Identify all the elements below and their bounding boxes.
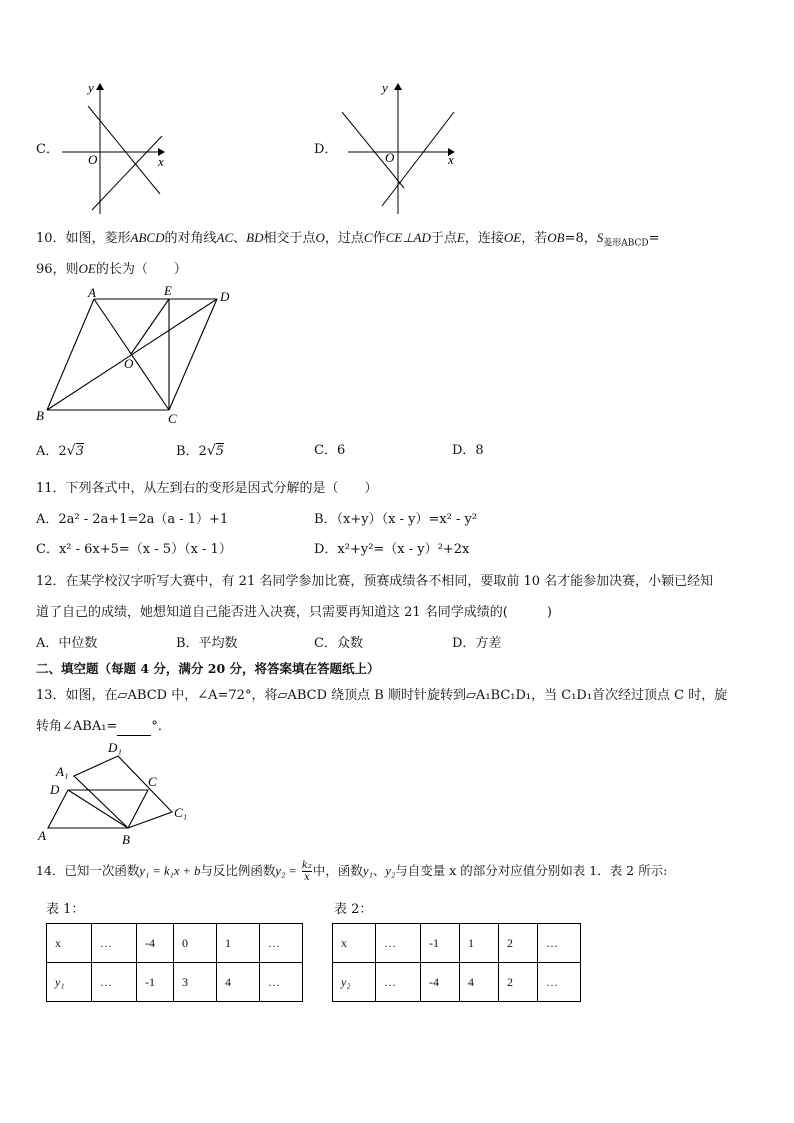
table-cell: x — [47, 924, 92, 963]
q9-graph-c — [60, 78, 170, 218]
q10-option-a: A．2√3 — [36, 443, 84, 459]
diagonal — [68, 790, 128, 828]
q11-option-d: D．x²+y²=（x - y）²+2x — [314, 542, 470, 557]
table-row — [333, 963, 581, 1002]
label-D: D — [220, 289, 230, 304]
table-cell: … — [376, 924, 421, 963]
parallelogram-A1BC1D1 — [74, 756, 172, 828]
table-cell: -1 — [137, 963, 174, 1002]
q12-option-c: C．众数 — [314, 636, 363, 651]
q12-stem-line2: 道了自己的成绩，她想知道自己能否进入决赛，只需要再知道这 21 名同学成绩的( ) — [36, 605, 552, 620]
side-DC — [169, 299, 217, 410]
q10-option-b: B．2√5 — [176, 443, 225, 459]
table-cell: 4 — [460, 963, 499, 1002]
table-cell: 2 — [499, 924, 538, 963]
table-cell: … — [538, 963, 581, 1002]
label-B: B — [36, 408, 44, 423]
table-cell: … — [376, 963, 421, 1002]
table-cell: … — [260, 924, 303, 963]
table-cell: … — [92, 963, 137, 1002]
label-D: D — [50, 782, 60, 797]
origin-label: O — [88, 152, 98, 167]
line-decreasing — [342, 112, 404, 188]
line-increasing — [92, 136, 162, 210]
label-A1: A₁ — [56, 764, 69, 779]
label-D1: D₁ — [108, 740, 122, 755]
q13-stem-line2: 转角∠ABA₁= °． — [36, 719, 171, 734]
table-cell: 1 — [217, 924, 260, 963]
table2 — [332, 923, 581, 1002]
table-cell: … — [92, 924, 137, 963]
table-row — [47, 924, 303, 963]
side-BA — [47, 299, 94, 410]
table-cell: 2 — [499, 963, 538, 1002]
q10-option-c: C．6 — [314, 443, 346, 458]
table-cell: y₂ — [333, 963, 376, 1002]
q9-graph-d — [338, 78, 458, 218]
q9-option-d-label: D． — [314, 142, 338, 157]
table2-caption: 表 2： — [334, 902, 373, 917]
segment-OE — [131, 299, 169, 354]
table-cell: … — [538, 924, 581, 963]
table-cell: -4 — [137, 924, 174, 963]
section-heading: 二、填空题（每题 4 分，满分 20 分，将答案填在答题纸上） — [36, 661, 380, 676]
q10-option-d: D．8 — [452, 443, 484, 458]
x-axis-label: x — [158, 154, 164, 169]
y-axis-label: y — [382, 80, 388, 95]
q11-option-c: C．x² - 6x+5=（x - 5）（x - 1） — [36, 542, 232, 557]
q10-stem-line2: 96，则OE的长为（ ） — [36, 261, 187, 277]
diagonal-BD — [47, 299, 217, 410]
table-row — [333, 924, 581, 963]
x-axis-label: x — [448, 152, 454, 167]
label-O: O — [124, 356, 134, 371]
q12-option-b: B．平均数 — [176, 636, 238, 651]
q11-option-a: A．2a² - 2a+1=2a（a - 1）+1 — [36, 512, 229, 527]
label-E: E — [164, 284, 172, 298]
table-cell: -1 — [421, 924, 460, 963]
table1-caption: 表 1： — [46, 902, 85, 917]
table-cell: 3 — [174, 963, 217, 1002]
label-C: C — [168, 411, 177, 426]
table-cell: … — [260, 963, 303, 1002]
label-B: B — [122, 832, 130, 847]
origin-label: O — [385, 150, 395, 165]
label-C: C — [148, 774, 157, 789]
table-cell: x — [333, 924, 376, 963]
q9-option-c-label: C． — [36, 142, 59, 157]
table-cell: 4 — [217, 963, 260, 1002]
table-cell: -4 — [421, 963, 460, 1002]
fraction: $\frac{\text{k₂}}{x}$ — [301, 860, 312, 883]
y-axis-label: y — [88, 80, 94, 95]
table1 — [46, 923, 303, 1002]
answer-blank — [117, 719, 151, 736]
label-C1: C₁ — [174, 805, 188, 820]
q14-stem: 14．已知一次函数y₁ = k₁x + b与反比例函数y₂ = $\frac{\text{k₂}}{x}$ 中，函数y₁、y₂与自变量 x 的部分对应值分别如表 1．表 2 所示: — [36, 860, 668, 883]
table-cell: 0 — [174, 924, 217, 963]
q13-stem-line1: 13．如图，在▱ABCD 中，∠A=72°，将▱ABCD 绕顶点 B 顺时针旋转到▱A₁BC₁D₁，当 C₁D₁首次经过顶点 C 时，旋 — [36, 688, 728, 703]
q11-stem: 11．下列各式中，从左到右的变形是因式分解的是（ ） — [36, 481, 378, 496]
table-cell: 1 — [460, 924, 499, 963]
table-cell: y₁ — [47, 963, 92, 1002]
q12-stem-line1: 12．在某学校汉字听写大赛中，有 21 名同学参加比赛，预赛成绩各不相同，要取前 10 名才能参加决赛，小颖已经知 — [36, 574, 714, 589]
label-A: A — [38, 828, 46, 843]
q10-rhombus-figure — [34, 284, 244, 426]
q12-option-d: D．方差 — [452, 636, 502, 651]
q13-parallelogram-figure — [34, 738, 194, 850]
q10-stem-line1: 10．如图，菱形ABCD的对角线AC、BD相交于点O，过点C作CE⊥AD于点E，连接OE，若OB=8，$S_{菱形ABCD}=$ — [36, 230, 660, 249]
q12-option-a: A．中位数 — [36, 636, 98, 651]
label-A: A — [88, 285, 96, 300]
q11-option-b: B．（x+y）（x - y）=x² - y² — [314, 512, 478, 527]
table-row — [47, 963, 303, 1002]
